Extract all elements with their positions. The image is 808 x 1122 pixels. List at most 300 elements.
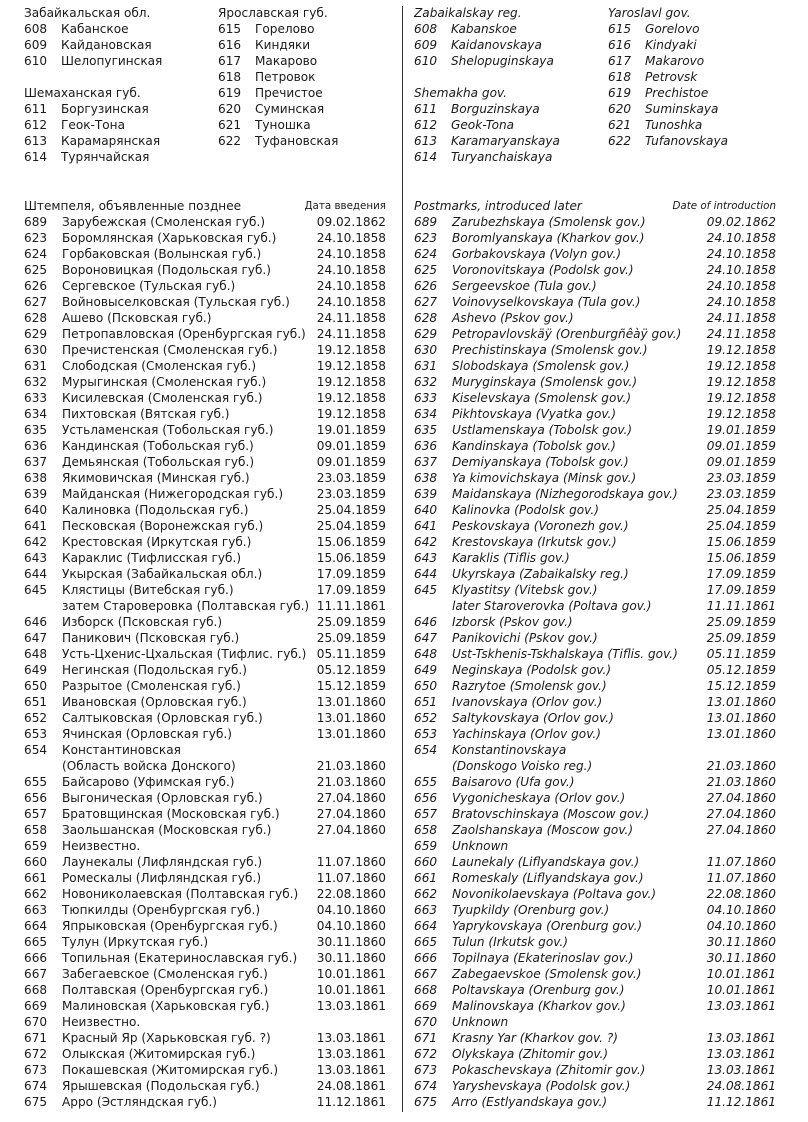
postmark-name: Zaolshanskaya (Moscow gov.) — [452, 823, 634, 837]
postmark-date: 15.06.1859 — [316, 551, 386, 565]
postmark-date: 27.04.1860 — [316, 807, 386, 821]
postmark-number: 647 — [24, 631, 48, 645]
table-row — [414, 998, 776, 1014]
postmark-name: Romeskaly (Liflyandskaya gov.) — [452, 871, 644, 885]
postmark-name: Ukyrskaya (Zabaikalsky reg.) — [452, 567, 629, 581]
postmark-date: 30.11.1860 — [706, 951, 776, 965]
postmark-number: 632 — [24, 375, 48, 389]
postmark-date: 11.07.1860 — [316, 855, 386, 869]
postmark-name: Boromlyanskaya (Kharkov gov.) — [452, 231, 645, 245]
list-item — [608, 21, 778, 37]
list-item — [218, 117, 388, 133]
item-number: 618 — [218, 70, 242, 84]
postmark-name: Krasny Yar (Kharkov gov. ?) — [452, 1031, 618, 1045]
postmark-number: 653 — [414, 727, 438, 741]
item-name: Шелопугинская — [61, 54, 163, 68]
postmark-name: Крестовская (Иркутская губ.) — [62, 535, 252, 549]
postmark-date: 23.03.1859 — [316, 471, 386, 485]
table-row — [414, 918, 776, 934]
item-number: 615 — [608, 22, 632, 36]
postmark-number: 658 — [414, 823, 438, 837]
postmark-date: 19.12.1858 — [706, 343, 776, 357]
postmark-number: 639 — [24, 487, 48, 501]
postmark-date: 11.11.1861 — [316, 599, 386, 613]
postmark-number: 633 — [24, 391, 48, 405]
postmark-name: Ярышевская (Подольская губ.) — [62, 1079, 260, 1093]
postmark-date: 24.11.1858 — [706, 311, 776, 325]
later-postmarks-section — [24, 198, 386, 1110]
list-item — [608, 37, 778, 53]
postmark-date: 13.01.1860 — [706, 727, 776, 741]
postmark-name: Yachinskaya (Orlov gov.) — [452, 727, 601, 741]
postmark-name: Топильная (Екатеринославская губ.) — [62, 951, 298, 965]
postmark-name: Sergeevskoe (Tula gov.) — [452, 279, 597, 293]
postmark-date: 30.11.1860 — [316, 951, 386, 965]
postmark-number: 660 — [414, 855, 438, 869]
postmark-name: Войновыселковская (Тульская губ.) — [62, 295, 290, 309]
postmark-date: 11.07.1860 — [316, 871, 386, 885]
table-row — [414, 790, 776, 806]
item-name: Kabanskoe — [451, 22, 517, 36]
postmark-date: 24.10.1858 — [706, 247, 776, 261]
postmark-date: 19.12.1858 — [316, 391, 386, 405]
postmark-date: 27.04.1860 — [706, 791, 776, 805]
postmark-date: 25.09.1859 — [316, 631, 386, 645]
postmark-number: 655 — [24, 775, 48, 789]
item-name: Туношка — [255, 118, 311, 132]
postmark-date: 09.02.1862 — [316, 215, 386, 229]
postmark-number: 659 — [24, 839, 48, 853]
postmark-number: 637 — [24, 455, 48, 469]
postmark-date: 13.03.1861 — [316, 1047, 386, 1061]
postmark-date: 21.03.1860 — [706, 775, 776, 789]
table-row — [24, 950, 386, 966]
list-item — [414, 117, 604, 133]
postmark-date: 05.11.1859 — [706, 647, 776, 661]
postmark-number: 635 — [414, 423, 438, 437]
item-number: 617 — [218, 54, 242, 68]
postmark-date: 25.09.1859 — [706, 631, 776, 645]
postmark-name: Yaprykovskaya (Orenburg gov.) — [452, 919, 643, 933]
table-row — [24, 678, 386, 694]
table-row — [24, 550, 386, 566]
table-row — [24, 534, 386, 550]
postmark-number: 645 — [24, 583, 48, 597]
postmark-name: Тулун (Иркутская губ.) — [62, 935, 209, 949]
postmark-number: 645 — [414, 583, 438, 597]
table-row — [24, 646, 386, 662]
table-row — [414, 1046, 776, 1062]
item-name: Suminskaya — [645, 102, 719, 116]
postmark-date: 05.11.1859 — [316, 647, 386, 661]
table-row — [414, 934, 776, 950]
postmark-name: Yaryshevskaya (Podolsk gov.) — [452, 1079, 631, 1093]
postmark-number: 650 — [24, 679, 48, 693]
table-row — [414, 294, 776, 310]
postmark-date: 15.06.1859 — [706, 535, 776, 549]
item-name: Turyanchaiskaya — [451, 150, 553, 164]
table-row — [24, 454, 386, 470]
item-name: Karamaryanskaya — [451, 134, 560, 148]
column-divider — [402, 6, 403, 1112]
group-label: Zabaikalskay reg. — [414, 6, 522, 20]
item-name: Petrovsk — [645, 70, 698, 84]
postmark-name: Konstantinovskaya — [452, 743, 567, 757]
postmark-date: 11.12.1861 — [706, 1095, 776, 1109]
postmark-name: Voinovyselkovskaya (Tula gov.) — [452, 295, 641, 309]
postmark-number: 658 — [24, 823, 48, 837]
postmark-name: Клястицы (Витебская губ.) — [62, 583, 234, 597]
item-number: 618 — [608, 70, 632, 84]
table-row — [414, 1014, 776, 1030]
postmark-name: Gorbakovskaya (Volyn gov.) — [452, 247, 622, 261]
postmark-number: 667 — [24, 967, 48, 981]
list-item — [24, 149, 214, 165]
list-item — [608, 117, 778, 133]
table-row — [24, 278, 386, 294]
postmark-date: 09.02.1862 — [706, 215, 776, 229]
item-number: 617 — [608, 54, 632, 68]
table-row — [24, 886, 386, 902]
item-name: Shelopuginskaya — [451, 54, 554, 68]
section-title: Postmarks, introduced later — [414, 199, 582, 213]
postmark-date: 13.03.1861 — [316, 999, 386, 1013]
postmark-name: Voronovitskaya (Podolsk gov.) — [452, 263, 634, 277]
postmark-date: 13.03.1861 — [706, 999, 776, 1013]
postmark-date: 19.12.1858 — [316, 375, 386, 389]
postmark-name: Petropavlovskäÿ (Orenburgñêàÿ gov.) — [452, 327, 682, 341]
section-title: Штемпеля, объявленные позднее — [24, 199, 242, 213]
table-row — [414, 374, 776, 390]
list-item — [608, 101, 778, 117]
list-item — [218, 21, 388, 37]
list-item — [414, 37, 604, 53]
postmark-date: 23.03.1859 — [316, 487, 386, 501]
postmark-name: Байсарово (Уфимская губ.) — [62, 775, 235, 789]
table-row — [24, 438, 386, 454]
postmark-number: 664 — [414, 919, 438, 933]
group-label: Ярославская губ. — [218, 6, 328, 20]
table-row — [24, 742, 386, 758]
table-row — [24, 854, 386, 870]
postmark-name: Неизвестно. — [62, 839, 141, 853]
postmark-number: 651 — [24, 695, 48, 709]
table-row — [24, 262, 386, 278]
table-row — [24, 598, 386, 614]
postmark-number: 647 — [414, 631, 438, 645]
postmark-number: 628 — [24, 311, 48, 325]
table-row — [414, 422, 776, 438]
postmark-name: Негинская (Подольская губ.) — [62, 663, 247, 677]
postmark-date: 04.10.1860 — [316, 919, 386, 933]
postmark-name: Малиновская (Харьковская губ.) — [62, 999, 270, 1013]
table-row — [24, 374, 386, 390]
postmark-name: Ustlamenskaya (Tobolsk gov.) — [452, 423, 633, 437]
table-row — [24, 470, 386, 486]
postmark-name: (Область войска Донского) — [62, 759, 236, 773]
postmark-number: 637 — [414, 455, 438, 469]
postmark-number: 689 — [414, 215, 438, 229]
item-number: 621 — [608, 118, 632, 132]
postmark-number: 638 — [414, 471, 438, 485]
item-name: Петровок — [255, 70, 316, 84]
postmark-number: 663 — [24, 903, 48, 917]
postmark-date: 09.01.1859 — [316, 455, 386, 469]
table-row — [24, 662, 386, 678]
postmark-name: Ромескалы (Лифляндская губ.) — [62, 871, 262, 885]
table-row — [24, 870, 386, 886]
item-name: Карамарянская — [61, 134, 161, 148]
postmark-date: 27.04.1860 — [706, 823, 776, 837]
item-number: 613 — [414, 134, 438, 148]
postmark-date: 10.01.1861 — [316, 983, 386, 997]
postmark-name: later Staroverovka (Poltava gov.) — [452, 599, 652, 613]
postmark-date: 24.11.1858 — [706, 327, 776, 341]
table-row — [24, 214, 386, 230]
postmark-number: 641 — [414, 519, 438, 533]
postmark-number: 651 — [414, 695, 438, 709]
table-row — [24, 294, 386, 310]
list-item — [218, 53, 388, 69]
postmark-name: Неизвестно. — [62, 1015, 141, 1029]
postmark-name: Боромлянская (Харьковская губ.) — [62, 231, 277, 245]
later-postmarks-section — [414, 198, 776, 1110]
table-row — [24, 1062, 386, 1078]
postmark-name: Вороновицкая (Подольская губ.) — [62, 263, 271, 277]
postmark-number: 633 — [414, 391, 438, 405]
top-left-groups — [414, 5, 604, 165]
postmark-date: 19.12.1858 — [316, 343, 386, 357]
item-number: 616 — [608, 38, 632, 52]
postmark-name: Izborsk (Pskov gov.) — [452, 615, 573, 629]
postmark-date: 24.11.1858 — [316, 311, 386, 325]
postmark-date: 11.11.1861 — [706, 599, 776, 613]
table-row — [414, 774, 776, 790]
item-number: 614 — [414, 150, 438, 164]
postmark-name: Красный Яр (Харьковская губ. ?) — [62, 1031, 271, 1045]
postmark-date: 09.01.1859 — [316, 439, 386, 453]
postmark-number: 657 — [414, 807, 438, 821]
postmark-name: Заольшанская (Московская губ.) — [62, 823, 272, 837]
item-name: Geok-Tona — [451, 118, 515, 132]
list-item — [24, 117, 214, 133]
postmark-date: 24.10.1858 — [706, 231, 776, 245]
table-row — [24, 566, 386, 582]
postmark-number: 634 — [414, 407, 438, 421]
postmark-date: 23.03.1859 — [706, 471, 776, 485]
postmark-name: Новониколаевская (Полтавская губ.) — [62, 887, 299, 901]
postmark-number: 629 — [414, 327, 438, 341]
table-row — [414, 550, 776, 566]
postmark-date: 30.11.1860 — [706, 935, 776, 949]
item-name: Турянчайская — [61, 150, 150, 164]
item-number: 608 — [414, 22, 438, 36]
postmark-date: 24.10.1858 — [706, 263, 776, 277]
postmark-date: 11.07.1860 — [706, 855, 776, 869]
postmark-number: 675 — [24, 1095, 48, 1109]
list-item — [24, 133, 214, 149]
table-row — [414, 310, 776, 326]
postmark-name: Сергевское (Тульская губ.) — [62, 279, 236, 293]
list-item — [608, 69, 778, 85]
postmark-date: 25.04.1859 — [706, 519, 776, 533]
postmark-name: Vygonicheskaya (Orlov gov.) — [452, 791, 626, 805]
item-number: 613 — [24, 134, 48, 148]
postmark-number: 630 — [414, 343, 438, 357]
postmark-date: 17.09.1859 — [316, 567, 386, 581]
postmark-name: (Donskogo Voisko reg.) — [452, 759, 593, 773]
table-row — [414, 1030, 776, 1046]
postmark-number: 670 — [24, 1015, 48, 1029]
postmark-number: 636 — [414, 439, 438, 453]
table-row — [414, 838, 776, 854]
postmark-date: 25.09.1859 — [316, 615, 386, 629]
item-number: 616 — [218, 38, 242, 52]
list-item — [218, 85, 388, 101]
item-name: Makarovo — [645, 54, 705, 68]
table-row — [24, 998, 386, 1014]
list-item — [608, 133, 778, 149]
list-item — [24, 53, 214, 69]
postmark-name: Якимовичская (Минская губ.) — [62, 471, 250, 485]
postmark-number: 631 — [24, 359, 48, 373]
postmark-list — [414, 214, 776, 1110]
table-row — [414, 886, 776, 902]
postmark-name: Мурыгинская (Смоленская губ.) — [62, 375, 267, 389]
table-row — [24, 614, 386, 630]
postmark-name: Майданская (Нижегородская губ.) — [62, 487, 284, 501]
postmark-date: 17.09.1859 — [316, 583, 386, 597]
postmark-number: 646 — [24, 615, 48, 629]
table-row — [414, 262, 776, 278]
table-row — [414, 758, 776, 774]
postmark-name: затем Староверовка (Полтавская губ.) — [62, 599, 310, 613]
postmark-date: 13.03.1861 — [316, 1031, 386, 1045]
section-header — [24, 198, 386, 214]
postmark-name: Паникович (Псковская губ.) — [62, 631, 240, 645]
postmark-number: 653 — [24, 727, 48, 741]
table-row — [414, 518, 776, 534]
postmark-date: 24.10.1858 — [706, 295, 776, 309]
postmark-date: 13.03.1861 — [706, 1063, 776, 1077]
postmark-number: 634 — [24, 407, 48, 421]
table-row — [414, 902, 776, 918]
group-label: Yaroslavl gov. — [608, 6, 691, 20]
table-row — [24, 230, 386, 246]
postmark-date: 24.10.1858 — [316, 247, 386, 261]
postmark-name: Maidanskaya (Nizhegorodskaya gov.) — [452, 487, 678, 501]
postmark-date: 04.10.1860 — [706, 919, 776, 933]
table-row — [24, 502, 386, 518]
postmark-number: 664 — [24, 919, 48, 933]
postmark-name: Забегаевское (Смоленская губ.) — [62, 967, 268, 981]
postmark-number: 638 — [24, 471, 48, 485]
list-item — [24, 37, 214, 53]
table-row — [24, 710, 386, 726]
list-item — [414, 53, 604, 69]
postmark-date: 15.06.1859 — [706, 551, 776, 565]
postmark-number: 641 — [24, 519, 48, 533]
postmark-name: Prechistinskaya (Smolensk gov.) — [452, 343, 648, 357]
postmark-name: Горбаковская (Волынская губ.) — [62, 247, 262, 261]
postmark-name: Слободская (Смоленская губ.) — [62, 359, 257, 373]
item-name: Туфановская — [255, 134, 339, 148]
postmark-date: 21.03.1860 — [706, 759, 776, 773]
postmark-name: Зарубежская (Смоленская губ.) — [62, 215, 266, 229]
item-name: Kindyaki — [645, 38, 697, 52]
postmark-name: Baisarovo (Ufa gov.) — [452, 775, 575, 789]
table-row — [24, 630, 386, 646]
item-name: Горелово — [255, 22, 315, 36]
table-row — [24, 966, 386, 982]
postmark-number: 661 — [414, 871, 438, 885]
item-number: 620 — [218, 102, 242, 116]
postmark-date: 24.08.1861 — [316, 1079, 386, 1093]
table-row — [24, 790, 386, 806]
postmark-number: 623 — [24, 231, 48, 245]
table-row — [414, 950, 776, 966]
postmark-date: 24.08.1861 — [706, 1079, 776, 1093]
postmark-number: 626 — [24, 279, 48, 293]
table-row — [24, 390, 386, 406]
table-row — [24, 582, 386, 598]
postmark-number: 654 — [24, 743, 48, 757]
list-item — [218, 101, 388, 117]
postmark-number: 666 — [24, 951, 48, 965]
postmark-date: 25.04.1859 — [316, 519, 386, 533]
postmark-date: 25.04.1859 — [706, 503, 776, 517]
table-row — [414, 502, 776, 518]
postmark-name: Устьламенская (Тобольская губ.) — [62, 423, 274, 437]
postmark-date: 13.03.1861 — [316, 1063, 386, 1077]
item-name: Кайдановская — [61, 38, 152, 52]
postmark-date: 10.01.1861 — [706, 983, 776, 997]
top-left-groups — [24, 5, 214, 165]
postmark-number: 660 — [24, 855, 48, 869]
table-row — [24, 774, 386, 790]
postmark-number: 643 — [24, 551, 48, 565]
section-header — [414, 198, 776, 214]
table-row — [24, 758, 386, 774]
postmark-date: 24.10.1858 — [316, 231, 386, 245]
postmark-number: 665 — [414, 935, 438, 949]
table-row — [414, 726, 776, 742]
postmark-number: 652 — [414, 711, 438, 725]
postmark-name: Калиновка (Подольская губ.) — [62, 503, 249, 517]
table-row — [24, 806, 386, 822]
postmark-name: Novonikolaevskaya (Poltava gov.) — [452, 887, 657, 901]
table-row — [24, 358, 386, 374]
postmark-name: Ivanovskaya (Orlov gov.) — [452, 695, 603, 709]
postmark-number: 640 — [414, 503, 438, 517]
item-number: 612 — [24, 118, 48, 132]
postmark-name: Saltykovskaya (Orlov gov.) — [452, 711, 614, 725]
postmark-name: Ячинская (Орловская губ.) — [62, 727, 232, 741]
table-row — [414, 214, 776, 230]
postmark-date: 13.01.1860 — [316, 727, 386, 741]
postmark-name: Peskovskaya (Voronezh gov.) — [452, 519, 629, 533]
postmark-date: 23.03.1859 — [706, 487, 776, 501]
item-name: Боргузинская — [61, 102, 149, 116]
table-row — [24, 822, 386, 838]
postmark-date: 19.12.1858 — [316, 359, 386, 373]
table-row — [414, 742, 776, 758]
table-row — [24, 918, 386, 934]
postmark-name: Muryginskaya (Smolensk gov.) — [452, 375, 638, 389]
item-number: 619 — [218, 86, 242, 100]
postmark-name: Kandinskaya (Tobolsk gov.) — [452, 439, 616, 453]
list-item — [218, 133, 388, 149]
